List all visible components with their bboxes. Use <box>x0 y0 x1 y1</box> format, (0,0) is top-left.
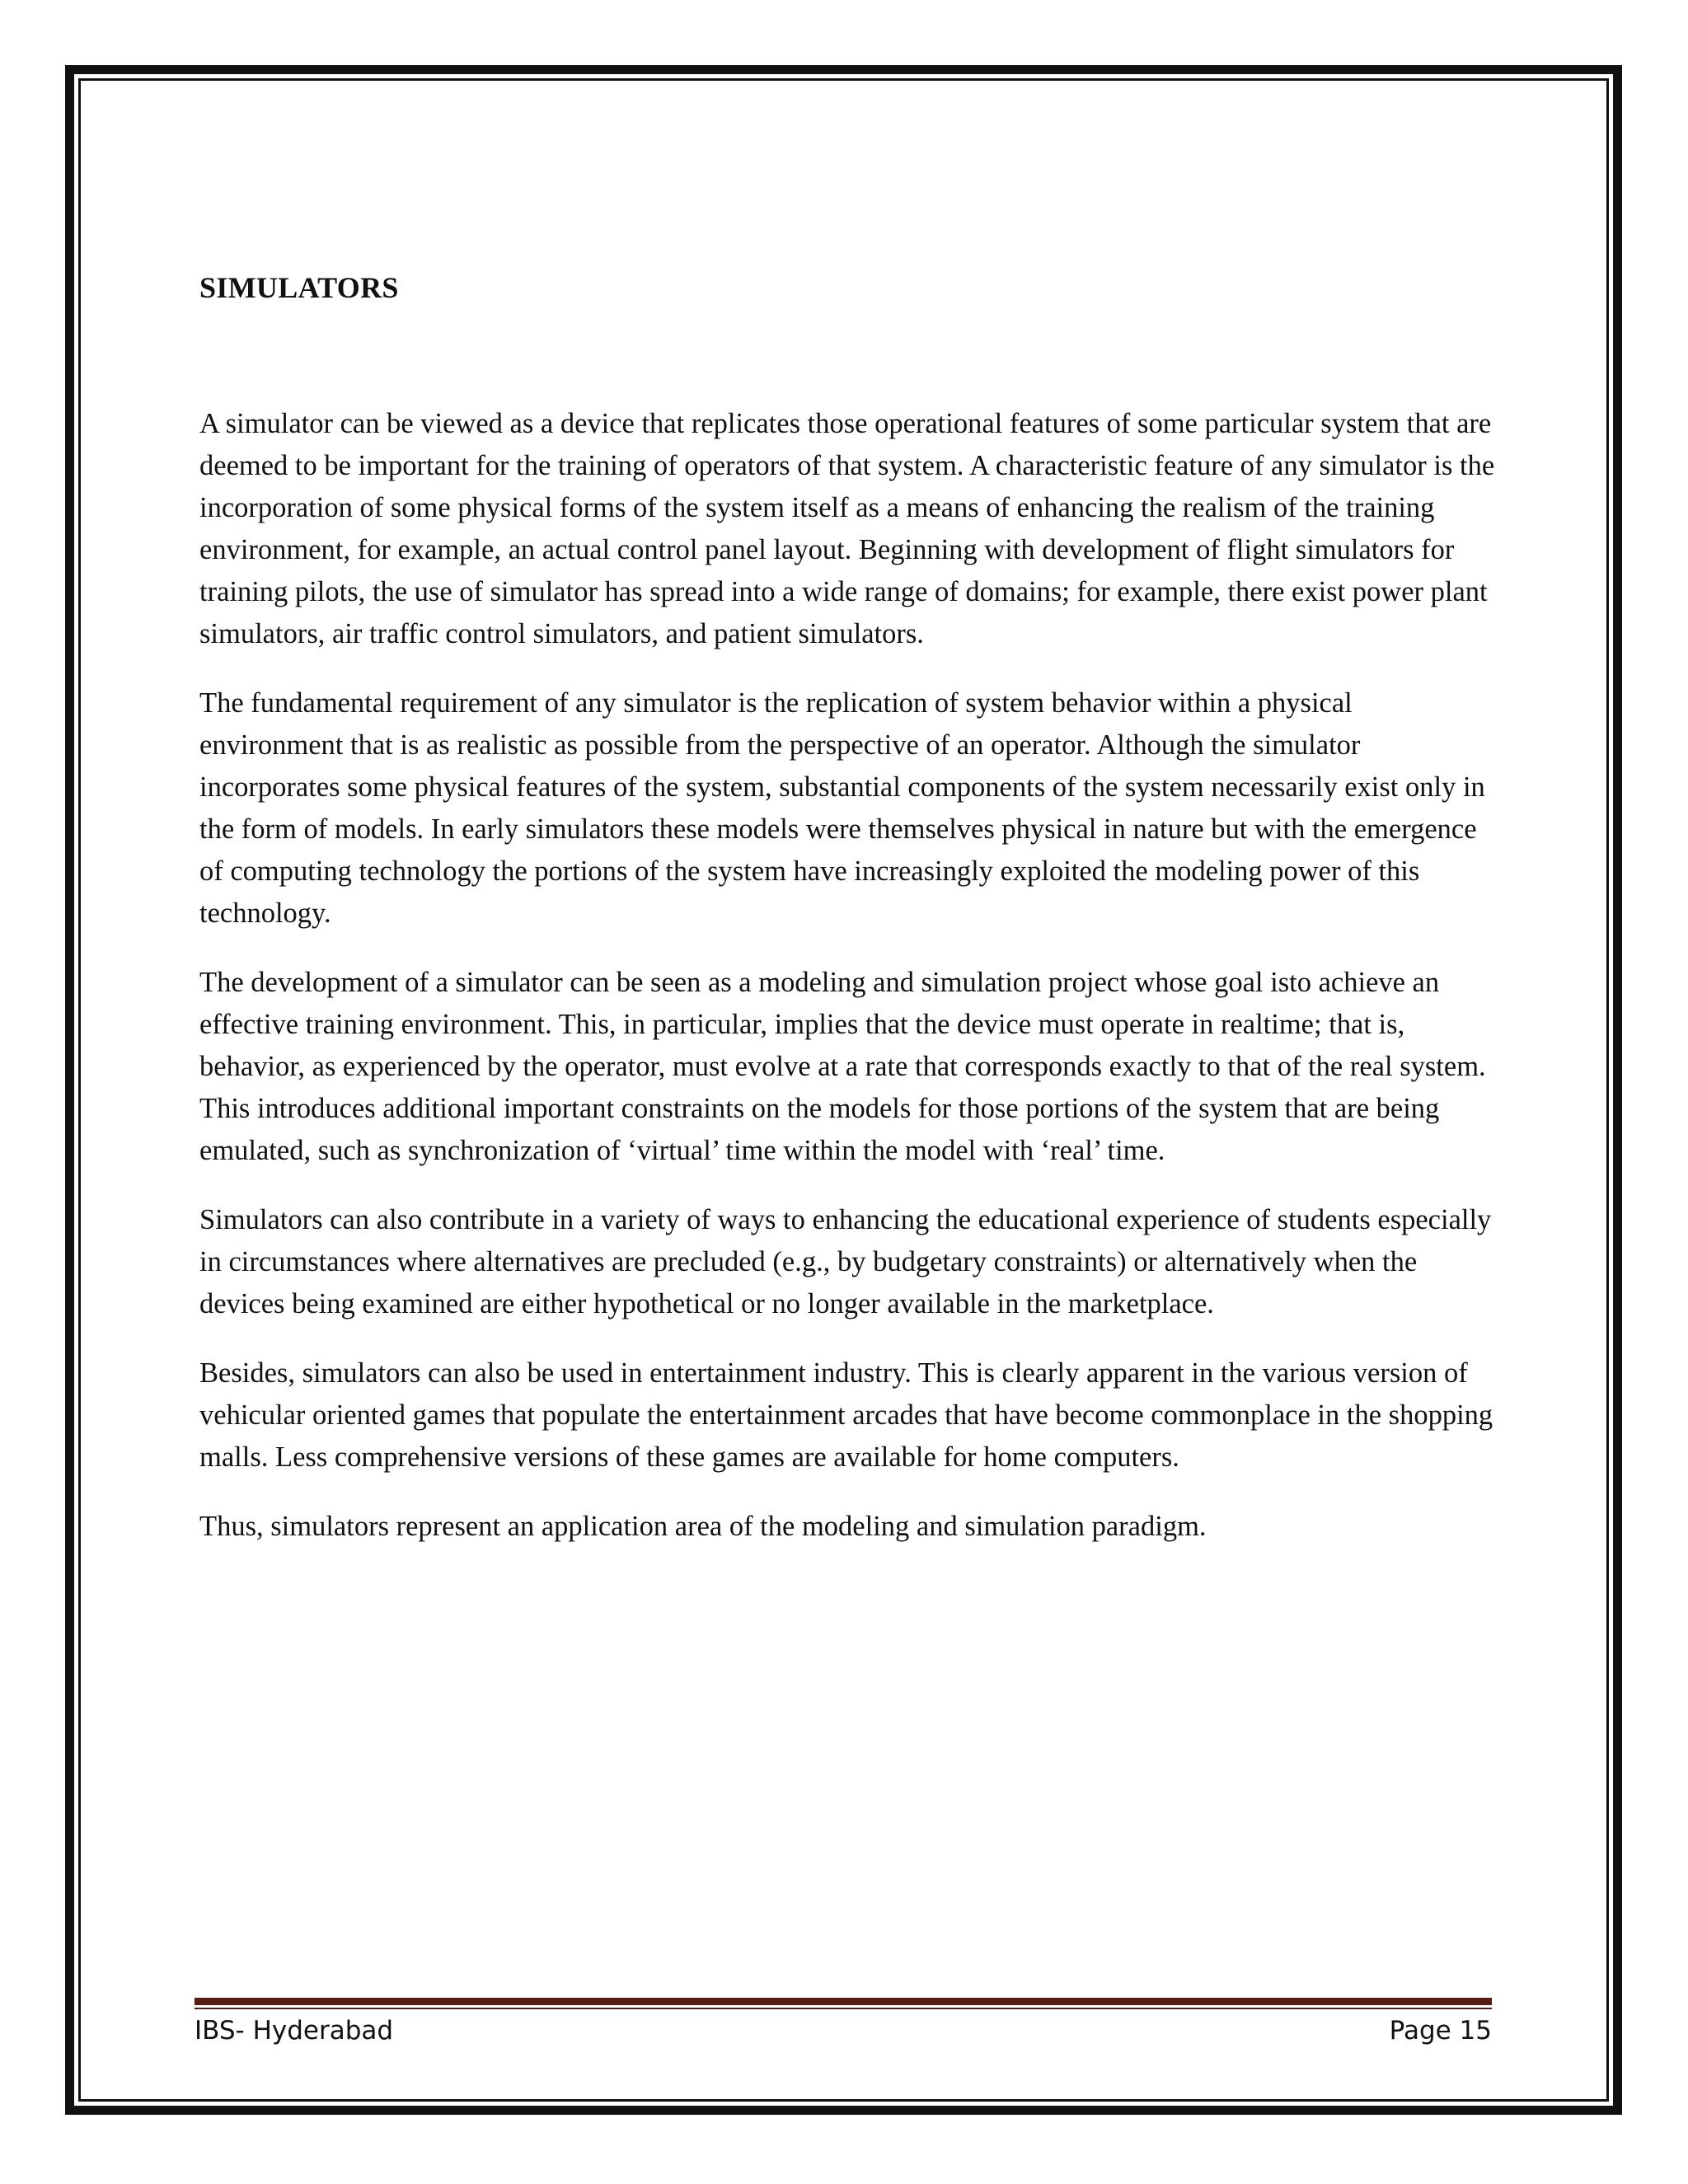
paragraph-2: The fundamental requirement of any simulator is the replication of system behavior within a physical environment that is as realistic as possible from the perspective of an operator. Although the simulator incorporates some physical features of the system, substantial components of the system necessarily exist only in the form of models. In early simulators these models were themselves physical in nature but with the emergence of computing technology the portions of the system have increasingly exploited the modeling power of this technology. <box>199 687 1485 929</box>
footer-institution: IBS- Hyderabad <box>195 2016 394 2046</box>
paragraph-5: Besides, simulators can also be used in entertainment industry. This is clearly apparent in the various version of vehicular oriented games that populate the entertainment arcades that have become commonplace in the shopping malls. Less comprehensive versions of these games are available for home computers. <box>199 1357 1493 1473</box>
footer-rule-thin <box>195 2008 1492 2009</box>
page-footer <box>195 1998 1492 2046</box>
paragraph-1: A simulator can be viewed as a device that replicates those operational features of some particular system that are deemed to be important for the training of operators of that system. A characteristic feature of any simulator is the incorporation of some physical forms of the system itself as a means of enhancing the realism of the training environment, for example, an actual control panel layout. Beginning with development of flight simulators for training pilots, the use of simulator has spread into a wide range of domains; for example, there exist power plant simulators, air traffic control simulators, and patient simulators. <box>199 408 1495 649</box>
paragraph-3: The development of a simulator can be seen as a modeling and simulation project whose goal isto achieve an effective training environment. This, in particular, implies that the device must operate in realtime; that is, behavior, as experienced by the operator, must evolve at a rate that corresponds exactly to that of the real system. This introduces additional important constraints on the models for those portions of the system that are being emulated, such as synchronization of ‘virtual’ time within the model with ‘real’ time. <box>199 967 1486 1166</box>
footer-page-number: Page 15 <box>1389 2016 1492 2046</box>
footer-rule-thick <box>195 1998 1492 2005</box>
paragraph-4: Simulators can also contribute in a variety of ways to enhancing the educational experience of students especially in circumstances where alternatives are precluded (e.g., by budgetary constraints) or alternatively when the devices being examined are either hypothetical or no longer available in the marketplace. <box>199 1204 1492 1319</box>
paragraph-6: Thus, simulators represent an application area of the modeling and simulation paradigm. <box>199 1511 1207 1542</box>
section-heading: SIMULATORS <box>199 271 399 304</box>
footer-row <box>195 2016 1492 2046</box>
body-text <box>199 403 1495 1575</box>
